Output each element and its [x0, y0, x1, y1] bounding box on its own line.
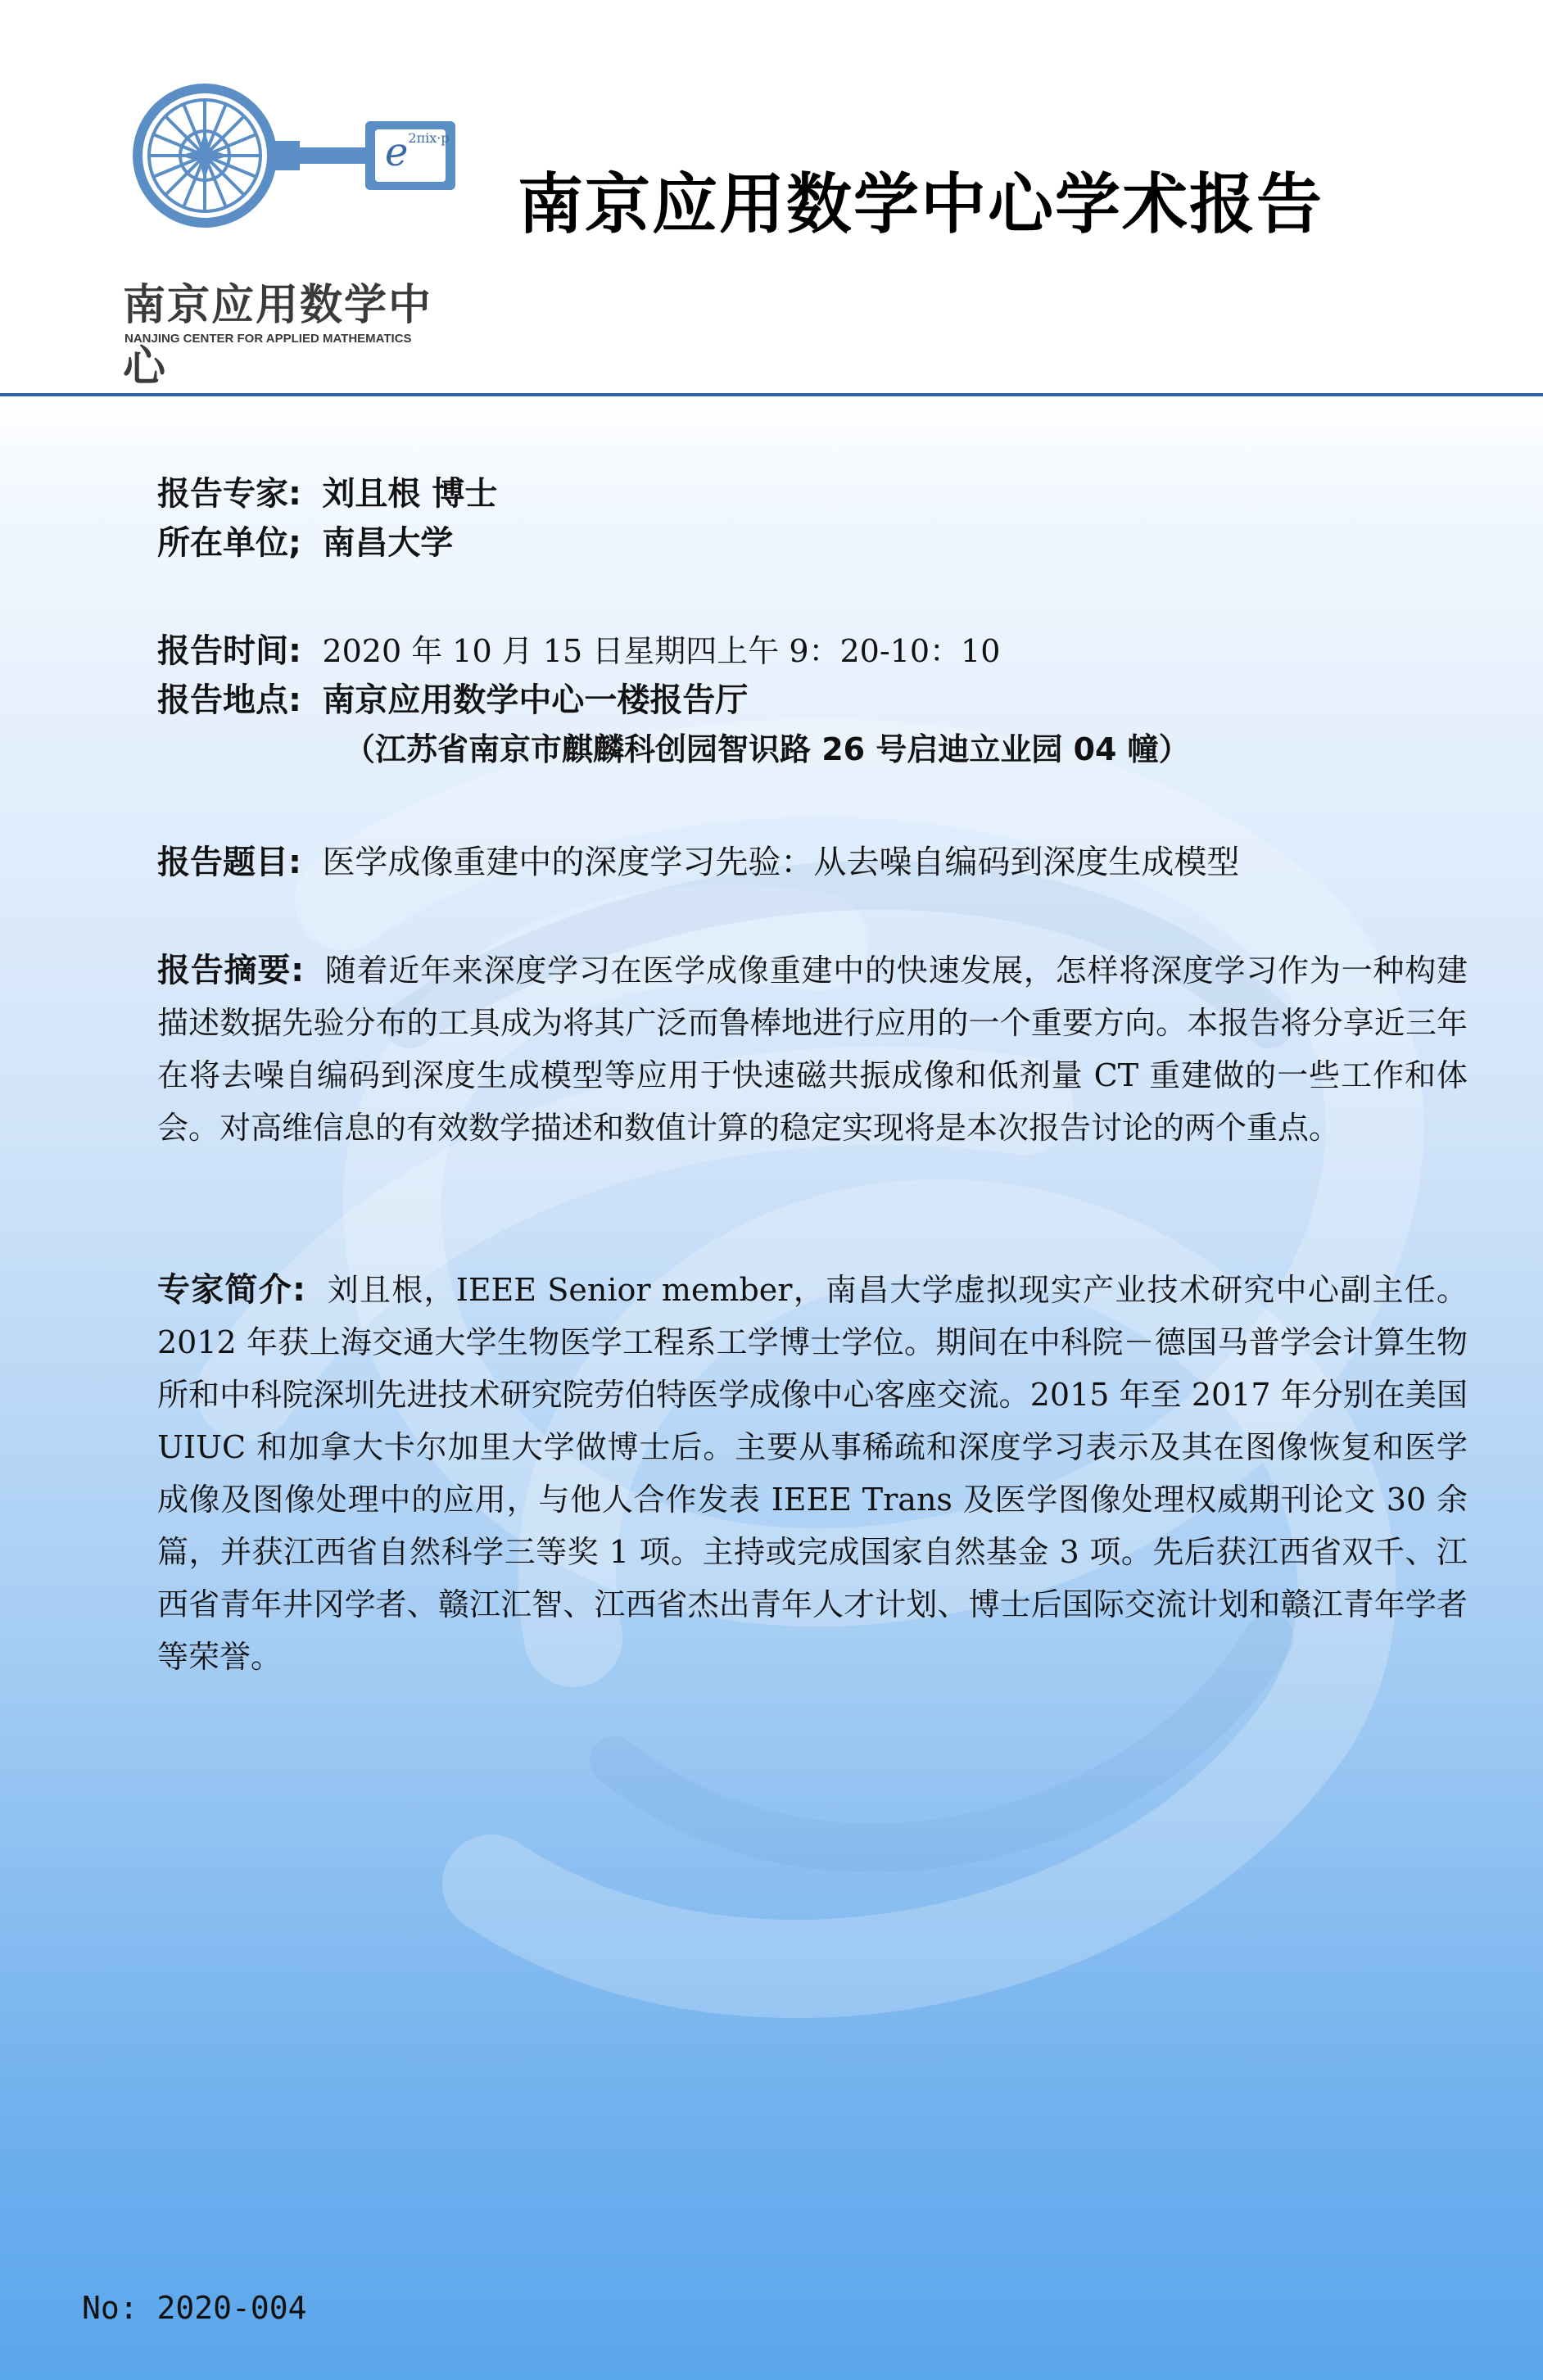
- affiliation-label: 所在单位;: [157, 524, 301, 562]
- topic-value: 医学成像重建中的深度学习先验：从去噪自编码到深度生成模型: [322, 844, 1240, 881]
- logo-formula: e: [385, 129, 409, 175]
- topic-label: 报告题目:: [157, 844, 301, 881]
- bio-label: 专家简介:: [157, 1271, 306, 1309]
- place-row: [157, 677, 748, 723]
- topic-row: [157, 839, 1239, 885]
- logo-formula-exponent: 2πix·p: [408, 130, 450, 146]
- header-band: [0, 0, 1543, 398]
- bio-paragraph: [157, 1264, 1468, 1683]
- document-number: No: 2020-004: [82, 2290, 307, 2326]
- time-label: 报告时间:: [157, 632, 301, 670]
- place-detail-row: [344, 726, 1190, 772]
- page-title: 南京应用数学中心学术报告: [518, 166, 1324, 242]
- abstract-label: 报告摘要:: [157, 952, 305, 989]
- abstract-paragraph: [157, 944, 1468, 1154]
- time-row: [157, 628, 1000, 674]
- speaker-value: 刘且根 博士: [322, 475, 498, 513]
- bio-text: 刘且根，IEEE Senior member，南昌大学虚拟现实产业技术研究中心副主任。2012 年获上海交通大学生物医学工程系工学博士学位。期间在中科院－德国马普学会计算生物所和中科院深圳先进技术研究院劳伯特医学成像中心客座交流。2015 年至 2017 年分别在美国 UIUC 和加拿大卡尔加里大学做博士后。主要从事稀疏和深度学习表示及其在图像恢复和医学成像及图像处理中的应用，与他人合作发表 IEEE Trans 及医学图像处理权威期刊论文 30 余篇，并获江西省自然科学三等奖 1 项。主持或完成国家自然基金 3 项。先后获江西省双千、江西省青年井冈学者、赣江汇智、江西省杰出青年人才计划、博士后国际交流计划和赣江青年学者等荣誉。: [157, 1272, 1468, 1675]
- time-value: 2020 年 10 月 15 日星期四上午 9：20-10：10: [322, 633, 1001, 669]
- header-divider: [0, 393, 1543, 396]
- place-detail-value: （江苏省南京市麒麟科创园智识路 26 号启迪立业园 04 幢）: [344, 731, 1190, 767]
- logo-name-cn: 南京应用数学中心: [123, 281, 433, 391]
- speaker-row: [157, 471, 497, 517]
- logo-name-en: NANJING CENTER FOR APPLIED MATHEMATICS: [124, 332, 412, 346]
- place-label: 报告地点:: [157, 681, 301, 719]
- place-value: 南京应用数学中心一楼报告厅: [322, 681, 749, 719]
- affiliation-value: 南昌大学: [322, 524, 454, 562]
- abstract-text: 随着近年来深度学习在医学成像重建中的快速发展，怎样将深度学习作为一种构建描述数据先验分布的工具成为将其广泛而鲁棒地进行应用的一个重要方向。本报告将分享近三年在将去噪自编码到深度生成模型等应用于快速磁共振成像和低剂量 CT 重建做的一些工作和体会。对高维信息的有效数学描述和数值计算的稳定实现将是本次报告讨论的两个重点。: [157, 952, 1468, 1146]
- speaker-label: 报告专家:: [157, 475, 301, 513]
- affiliation-row: [157, 520, 453, 566]
